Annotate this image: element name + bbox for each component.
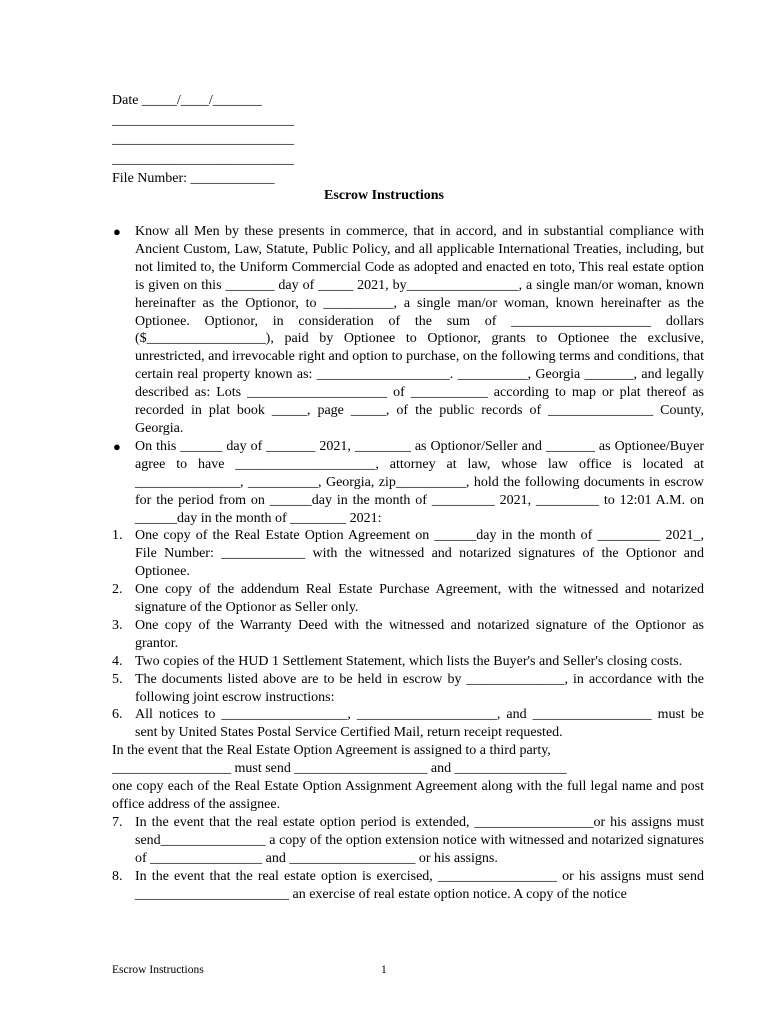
numbered-item [112,653,704,671]
numbered-item [112,581,704,617]
file-number-line: File Number: ____________ [112,171,275,186]
assignment-paragraph-line-1: In the event that the Real Estate Option Agreement is assigned to a third party, [112,743,551,759]
bullet-item [112,223,704,438]
page-number: 1 [381,964,387,976]
item-number: 5. [112,671,123,687]
item-number: 4. [112,653,123,669]
item-text: One copy of the Real Estate Option Agreement on ______day in the month of _________ 2021_, File Number: ____________ with the witnessed and notarized signatures of the Optionor and Optionee. [135,528,704,580]
numbered-item [112,706,704,742]
bullet-marker: ● [113,438,121,454]
bullet-text: On this ______ day of _______ 2021, ________ as Optionor/Seller and _______ as Optionee/Buyer agree to have ____________________, attorney at law, whose law office is located at _______________, __________, Georgia, zip__________, hold the following documents in escrow for the period from on ______day in the month of _________ 2021, _________ to 12:01 A.M. on ______day in the month of ________ 2021: [135,438,704,526]
bullet-item [112,438,704,528]
blank-line-3: __________________________ [112,151,294,167]
blank-line-1: __________________________ [112,112,294,128]
assignment-paragraph-line-3: one copy each of the Real Estate Option Assignment Agreement along with the full legal name and post office address of the assignee. [112,779,704,812]
blank-line-2: __________________________ [112,132,294,147]
item-text: All notices to __________________, ____________________, and _________________ must be sent by United States Postal Service Certified Mail, return receipt requested. [135,707,704,741]
numbered-item [112,814,704,868]
bullet-marker: ● [113,224,121,239]
numbered-item [112,617,704,653]
item-number: 1. [112,528,123,544]
item-text: The documents listed above are to be held in escrow by ______________, in accordance with the following joint escrow instructions: [135,671,704,705]
item-number: 7. [112,814,123,830]
numbered-item [112,671,704,707]
item-text: Two copies of the HUD 1 Settlement Statement, which lists the Buyer's and Seller's closing costs. [135,653,683,669]
date-line: Date _____/____/_______ [112,93,262,108]
document-title: Escrow Instructions [324,188,444,203]
numbered-item [112,527,704,581]
item-text: In the event that the real estate option is exercised, _________________ or his assigns must send ______________________ an exercise of real estate option notice. A copy of the notice [135,868,704,902]
item-number: 2. [112,582,123,598]
item-number: 6. [112,707,123,723]
item-number: 3. [112,617,123,633]
bullet-text: Know all Men by these presents in commerce, that in accord, and in substantial compliance with Ancient Custom, Law, Statute, Public Policy, and all applicable International Treaties, including, but not limited to, the Uniform Commercial Code as adopted and enacted en toto, This real estate option is given on this _______ day of _____ 2021, by________________, a single man/or woman, known hereinafter as the Optionor, to __________, a single man/or woman, known hereinafter as the Optionee. Optionor, in consideration of the sum of ____________________ dollars ($_________________), paid by Optionee to Optionor, grants to Optionee the exclusive, unrestricted, and irrevocable right and option to purchase, on the following terms and conditions, that certain real property known as: ___________________. __________, Georgia _______, and legally described as: Lots ____________________ of ___________ according to map or plat thereof as recorded in plat book _____, page _____, of the public records of _______________ County, Georgia. [135,224,704,436]
item-number: 8. [112,868,123,884]
document-header [112,92,412,190]
footer-title: Escrow Instructions [112,964,204,976]
item-text: One copy of the addendum Real Estate Purchase Agreement, with the witnessed and notarized signature of the Optionor as Seller only. [135,582,704,616]
item-text: In the event that the real estate option period is extended, _________________or his assigns must send_______________ a copy of the option extension notice with witnessed and notarized signatures of ________________ and __________________ or his assigns. [135,814,704,866]
item-text: One copy of the Warranty Deed with the witnessed and notarized signature of the Optionor as grantor. [135,617,704,651]
assignment-paragraph-line-2: _________________ must send ___________________ and ________________ [112,761,567,777]
numbered-item [112,868,704,904]
document-body [112,223,704,903]
